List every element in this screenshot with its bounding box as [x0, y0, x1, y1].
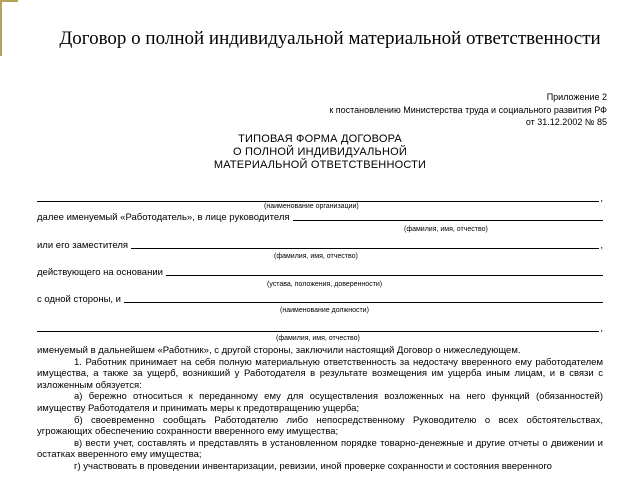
side-text: с одной стороны, и: [37, 294, 121, 305]
contract-body: [37, 345, 603, 473]
caption-basis: (устава, положения, доверенности): [267, 281, 383, 288]
employer-line: [293, 211, 603, 221]
comma: ,: [600, 323, 603, 334]
clause-1b: б) своевременно сообщать Работодателю либо непосредственному Руководителю о всех обстоятельствах, угрожающих обеспечению сохранности вверенного ему имущества;: [37, 414, 603, 438]
deputy-row: [37, 239, 603, 251]
caption-position: (наименование должности): [280, 307, 369, 314]
appendix-line-3: от 31.12.2002 № 85: [525, 117, 607, 127]
clause-1g: г) участвовать в проведении инвентаризации, ревизии, иной проверке сохранности и состояния вверенного: [74, 460, 552, 472]
comma: ,: [600, 240, 603, 251]
appendix-line-1: Приложение 2: [546, 92, 607, 102]
form-title-line-2: О ПОЛНОЙ ИНДИВИДУАЛЬНОЙ: [233, 146, 407, 158]
side-row: [37, 293, 603, 305]
basis-line: [166, 266, 603, 276]
clause-1v: в) вести учет, составлять и представлять в установленном порядке товарно-денежные и другие отчеты о движении и остатках вверенного ему имущества;: [37, 437, 603, 461]
comma: ,: [600, 193, 603, 204]
appendix-line-2: к постановлению Министерства труда и социального развития РФ: [329, 104, 607, 115]
corner-accent-vertical: [0, 0, 2, 56]
employee-row: [37, 322, 603, 334]
position-line: [124, 293, 603, 303]
form-title-line-1: ТИПОВАЯ ФОРМА ДОГОВОРА: [238, 133, 402, 145]
employer-text: далее именуемый «Работодатель», в лице руководителя: [37, 212, 290, 223]
appendix-note: [329, 91, 607, 129]
basis-row: [37, 266, 603, 278]
caption-fio-1: (фамилия, имя, отчество): [404, 226, 488, 233]
caption-organization: (наименование организации): [264, 203, 359, 210]
deputy-text: или его заместителя: [37, 240, 129, 251]
clause-1a: а) бережно относиться к переданному ему для осуществления возложенных на него функций (обязанностей) имуществу Работодателя и принимать меры к предотвращению ущерба;: [37, 391, 603, 414]
basis-text: действующего на основании: [37, 267, 163, 278]
form-title-line-3: МАТЕРИАЛЬНОЙ ОТВЕТСТВЕННОСТИ: [213, 159, 427, 171]
slide-title: Договор о полной индивидуальной материальной ответственности: [59, 28, 601, 49]
employer-row: [37, 211, 603, 223]
clause-1: 1. Работник принимает на себя полную материальную ответственность за недостачу вверенного ему работодателем имущества, а также за ущерб, возникший у Работодателя в результате возмещения им ущерба иным лицам, и в связи с изложенным обязуется:: [37, 356, 603, 391]
deputy-line: [131, 239, 599, 249]
intro-paragraph: именуемый в дальнейшем «Работник», с другой стороны, заключили настоящий Договор о нижеследующем.: [37, 345, 521, 356]
corner-accent-horizontal: [0, 0, 18, 2]
caption-fio-2: (фамилия, имя, отчество): [274, 253, 358, 260]
organization-line: [37, 192, 599, 202]
employee-line: [37, 322, 599, 332]
caption-fio-3: (фамилия, имя, отчество): [276, 335, 360, 342]
form-title: [0, 133, 640, 172]
